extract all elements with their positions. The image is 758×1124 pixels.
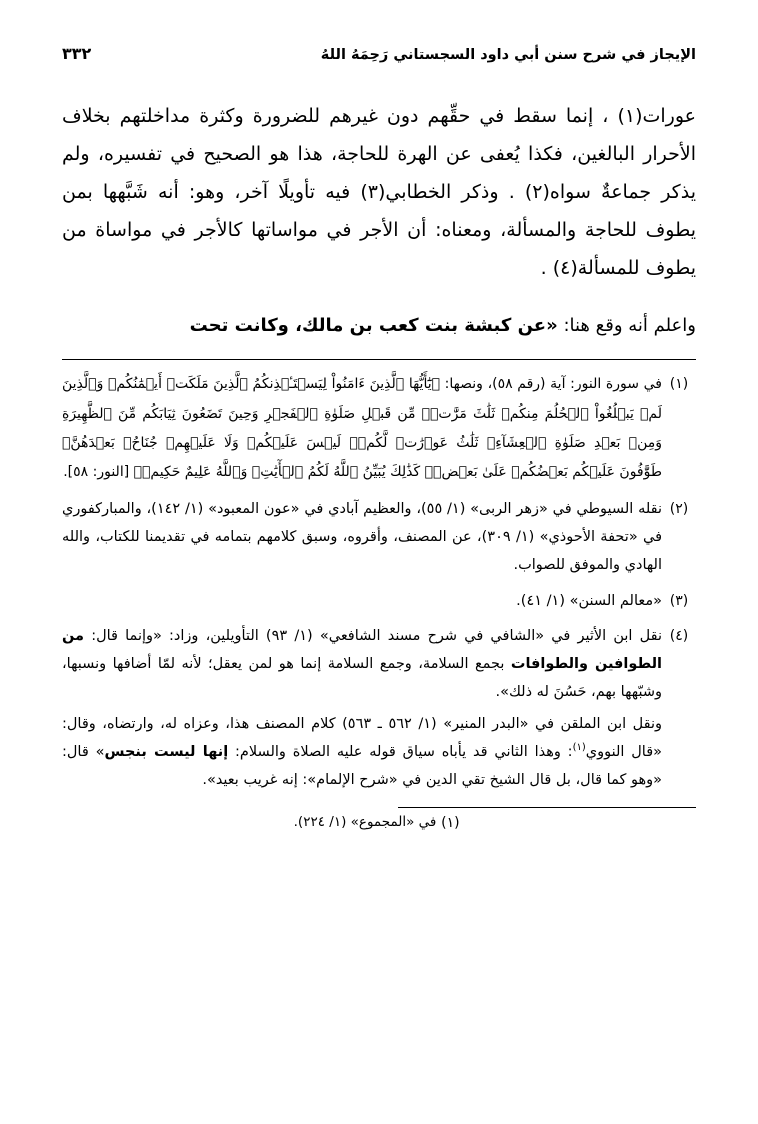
footnote-paragraph: نقل ابن الأثير في «الشافي في شرح مسند الشافعي» (١/ ٩٣) التأويلين، وزاد: «وإنما قال: من الطوافين والطوافات بجمع السلامة، وجمع السلامة إنما هو لمن يعقل؛ لأنه لمّا أضافها ونسبها، وشبّهها بهم، حَسُنَ له ذلك». [62,627,663,701]
footnote-text [62,622,662,798]
bottom-footnote-number: (١) [441,815,460,832]
footnote-item [62,495,696,580]
page-number: ٣٣٢ [62,44,92,63]
footnote-text: في سورة النور: آية (رقم ٥٨)، ونصها: ﴿يَٰٓأَيُّهَا ٱلَّذِينَ ءَامَنُواْ لِيَسۡتَـٔۡذِنكُمُ ٱلَّذِينَ مَلَكَتۡ أَيۡمَٰنُكُمۡ وَٱلَّذِينَ لَمۡ يَبۡلُغُواْ ٱلۡحُلُمَ مِنكُمۡ ثَلَٰثَ مَرَّٰتٖۚ مِّن قَبۡلِ صَلَوٰةِ ٱلۡفَجۡرِ وَحِينَ تَضَعُونَ ثِيَابَكُم مِّنَ ٱلظَّهِيرَةِ وَمِنۢ بَعۡدِ صَلَوٰةِ ٱلۡعِشَآءِۚ ثَلَٰثُ عَوۡرَٰتٖ لَّكُمۡۚ لَيۡسَ عَلَيۡكُمۡ وَلَا عَلَيۡهِمۡ جُنَاحُۢ بَعۡدَهُنَّۚ طَوَّٰفُونَ عَلَيۡكُم بَعۡضُكُمۡ عَلَىٰ بَعۡضٖۚ كَذَٰلِكَ يُبَيِّنُ ٱللَّهُ لَكُمُ ٱلۡأٓيَٰتِۗ وَٱللَّهُ عَلِيمٌ حَكِيمٞ﴾ [النور: ٥٨]. [62,376,662,481]
main-body [62,97,696,287]
bottom-footnote-separator [398,807,696,808]
bottom-footnote-text: في «المجموع» (١/ ٢٢٤). [293,814,437,831]
footnotes-section [62,370,696,797]
lead-note-prefix: واعلم أنه وقع هنا: [557,315,696,336]
bottom-footnote [62,814,696,831]
footnote-number: (٤) [669,627,689,644]
footnote-separator [62,359,696,360]
lead-note [62,309,696,343]
footnote-item [62,370,696,488]
body-paragraph: عورات(١) ، إنما سقط في حقِّهم دون غيرهم للضرورة وكثرة مداخلتهم بخلاف الأحرار البالغين، فكذا يُعفى عن الهرة للحاجة، هذا هو الصحيح في تفسيره، ولم يذكر جماعةٌ سواه(٢) . وذكر الخطابي(٣) فيه تأويلًا آخر، وهو: أنه شَبَّهها بمن يطوف للحاجة والمسألة، ومعناه: أن الأجر في مواساتها كالأجر في مواساة من يطوف للمسألة(٤) . [62,105,696,279]
footnote-text: «معالم السنن» (١/ ٤١). [516,592,662,609]
page-header [62,44,696,69]
footnote-text: نقله السيوطي في «زهر الربى» (١/ ٥٥)، والعظيم آبادي في «عون المعبود» (١/ ١٤٢)، والمباركفوري في «تحفة الأحوذي» (١/ ٣٠٩)، عن المصنف، وأقروه، وسبق كلامهم بتمامه في تقديمنا للكتاب، والله الهادي والموفق للصواب. [62,500,663,574]
book-title: الإيجاز في شرح سنن أبي داود السجستاني رَحِمَهُ اللهُ [320,47,696,63]
footnote-number: (٣) [669,592,689,609]
lead-note-quote: «عن كبشة بنت كعب بن مالك، وكانت تحت [189,315,558,336]
footnote-item [62,622,696,798]
footnote-paragraph: ونقل ابن الملقن في «البدر المنير» (١/ ٥٦٢ ـ ٥٦٣) كلام المصنف هذا، وعزاه له، وارتضاه، وقال: «قال النووي$^{(١)}$: وهذا الثاني قد يأباه سياق قوله عليه الصلاة والسلام: إنها ليست بنجس» قال: «وهو كما قال، بل قال الشيخ تقي الدين في «شرح الإلمام»: إنه غريب بعيد». [62,715,662,789]
footnote-number: (٢) [669,500,689,517]
footnote-number: (١) [669,376,689,393]
footnote-item [62,587,696,615]
